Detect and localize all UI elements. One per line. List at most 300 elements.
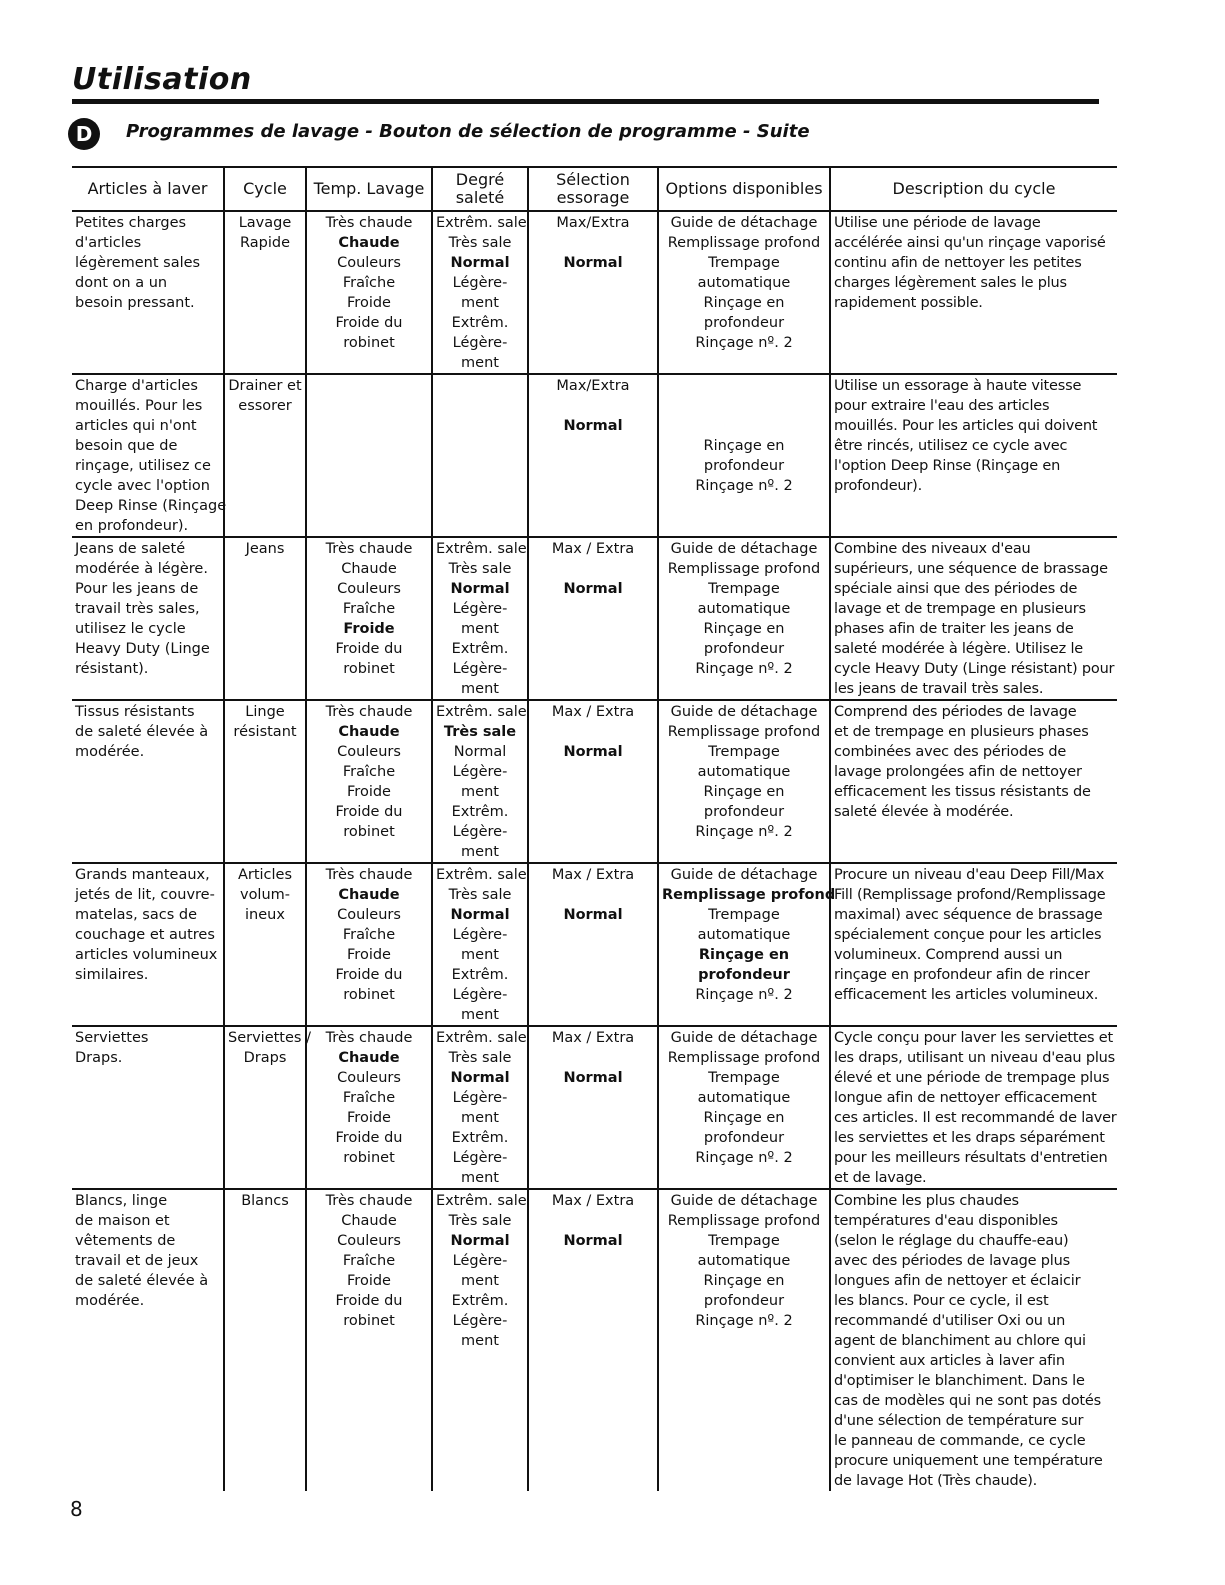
cell-soil (432, 374, 528, 537)
cell-options (658, 1189, 830, 1491)
cell-spin (528, 537, 658, 700)
page-number: 8 (70, 1497, 83, 1521)
cell-options-line: Trempage (708, 581, 780, 597)
cell-options-line: Rinçage en (703, 1110, 785, 1126)
cell-articles-line: travail très sales, (75, 601, 200, 617)
cell-spin-line: Max/Extra (556, 215, 630, 231)
cell-spin-line (532, 722, 654, 742)
cell-description-line: d'optimiser le blanchiment. Dans le (834, 1373, 1085, 1389)
cell-cycle (224, 374, 306, 537)
cell-articles-line: de maison et (75, 1213, 170, 1229)
cell-options-line: Rinçage en (703, 295, 785, 311)
cell-soil-line: ment (461, 1273, 499, 1289)
cell-cycle-line: résistant (233, 724, 297, 740)
cell-cycle-line: Linge (245, 704, 285, 720)
cell-options-line: Remplissage profond (667, 1213, 821, 1229)
cell-articles-line: articles qui n'ont (75, 418, 197, 434)
cell-temp-line: Chaude (338, 887, 400, 903)
cell-options-line: Trempage (708, 1233, 780, 1249)
cell-description-line: Cycle conçu pour laver les serviettes et (834, 1030, 1114, 1046)
cell-soil-line: Normal (450, 255, 510, 271)
cell-soil-line: Extrêm. (451, 1293, 509, 1309)
cell-options-line: automatique (697, 1253, 791, 1269)
cell-temp-line: robinet (343, 987, 395, 1003)
cell-temp-line: Fraîche (342, 601, 396, 617)
cell-options-line: profondeur (703, 1293, 785, 1309)
cell-soil-line: Légère- (452, 335, 508, 351)
cell-soil-line: Légère- (452, 764, 508, 780)
cell-soil-line: Légère- (452, 601, 508, 617)
cell-options-line: Remplissage profond (667, 724, 821, 740)
cell-soil-line: Extrêm. (451, 641, 509, 657)
cell-articles-line: couchage et autres (75, 927, 215, 943)
cell-options-line: Guide de détachage (670, 704, 818, 720)
section-badge: D (68, 118, 100, 150)
cell-options-line: automatique (697, 927, 791, 943)
cell-spin (528, 1189, 658, 1491)
cell-temp-line: Froide du (335, 641, 403, 657)
table-row (72, 700, 1117, 863)
cell-description-line: les jeans de travail très sales. (834, 681, 1044, 697)
cell-temp-line: Fraîche (342, 927, 396, 943)
cell-soil-line: Légère- (452, 987, 508, 1003)
cell-description-line: saleté modérée à légère. Utilisez le (834, 641, 1083, 657)
cell-description (830, 700, 1117, 863)
cell-temp-line: robinet (343, 1150, 395, 1166)
cell-articles-line: Deep Rinse (Rinçage (75, 498, 227, 514)
cell-soil-line: Extrêm. sale (436, 1030, 527, 1046)
cell-articles-line: vêtements de (75, 1233, 176, 1249)
cell-description-line: continu afin de nettoyer les petites (834, 255, 1082, 271)
cell-options-line (662, 396, 826, 416)
header-soil: Degré saleté (432, 167, 528, 211)
cell-cycle (224, 700, 306, 863)
cell-spin-line: Max / Extra (551, 541, 635, 557)
cell-spin-line (532, 233, 654, 253)
cell-description-line: charges légèrement sales le plus (834, 275, 1067, 291)
cell-spin (528, 1026, 658, 1189)
cell-spin-line: Normal (563, 1233, 623, 1249)
cell-temp-line: Couleurs (337, 907, 401, 923)
cell-description (830, 1026, 1117, 1189)
cell-options-line: Remplissage profond (667, 235, 821, 251)
cell-articles-line: matelas, sacs de (75, 907, 198, 923)
header-spin: Sélection essorage (528, 167, 658, 211)
cell-temp-line: Chaude (341, 1213, 397, 1229)
cell-temp-line: Très chaude (325, 704, 413, 720)
cell-articles-line: Petites charges (75, 215, 187, 231)
cell-temp-line: Froide (347, 947, 391, 963)
table-row (72, 863, 1117, 1026)
cell-spin-line: Max / Extra (551, 867, 635, 883)
cell-cycle-line: Draps (243, 1050, 287, 1066)
cell-description-line: (selon le réglage du chauffe-eau) (834, 1233, 1069, 1249)
cell-options-line: Trempage (708, 744, 780, 760)
cell-articles (72, 211, 224, 374)
cell-soil-line: Extrêm. sale (436, 215, 527, 231)
cell-description-line: températures d'eau disponibles (834, 1213, 1058, 1229)
cell-articles-line: jetés de lit, couvre- (75, 887, 215, 903)
cell-soil-line: ment (461, 1110, 499, 1126)
cell-soil-line: Extrêm. (451, 1130, 509, 1146)
cell-articles-line: Draps. (75, 1050, 123, 1066)
cell-spin-line: Max / Extra (551, 1193, 635, 1209)
table-row (72, 1189, 1117, 1491)
cell-temp-line: Froide (347, 1110, 391, 1126)
cell-spin-line: Normal (563, 255, 623, 271)
cell-options-line: Trempage (708, 1070, 780, 1086)
cell-temp-line: Très chaude (325, 541, 413, 557)
cell-temp-line: Très chaude (325, 215, 413, 231)
cell-options-line (662, 416, 826, 436)
cell-description-line: convient aux articles à laver afin (834, 1353, 1065, 1369)
cell-temp-line: Chaude (338, 724, 400, 740)
cell-cycle-line: volum- (239, 887, 291, 903)
cell-soil (432, 211, 528, 374)
cell-temp-line: robinet (343, 335, 395, 351)
cell-description-line: d'une sélection de température sur (834, 1413, 1084, 1429)
cell-soil-line: Extrêm. (451, 315, 509, 331)
cell-temp-line: Fraîche (342, 764, 396, 780)
table-body (72, 211, 1117, 1491)
cell-description-line: profondeur). (834, 478, 923, 494)
cell-soil-line: ment (461, 947, 499, 963)
cell-spin-line: Normal (563, 907, 623, 923)
cell-soil-line: Très sale (448, 1050, 512, 1066)
cell-articles (72, 1026, 224, 1189)
cell-spin (528, 700, 658, 863)
cell-description-line: pour extraire l'eau des articles (834, 398, 1050, 414)
cell-soil-line: ment (461, 621, 499, 637)
cell-description-line: le panneau de commande, ce cycle (834, 1433, 1086, 1449)
cell-description-line: Procure un niveau d'eau Deep Fill/Max (834, 867, 1105, 883)
cell-soil-line: ment (461, 1007, 499, 1023)
cell-soil-line: Très sale (448, 235, 512, 251)
cell-articles-line: similaires. (75, 967, 149, 983)
cell-options-line: Rinçage en (703, 621, 785, 637)
cell-options-line: Rinçage nº. 2 (695, 661, 793, 677)
cell-soil-line: ment (461, 784, 499, 800)
cell-soil-line: Légère- (452, 1150, 508, 1166)
cell-temp-line: Fraîche (342, 1090, 396, 1106)
cell-description-line: saleté élevée à modérée. (834, 804, 1014, 820)
cell-spin-line (532, 885, 654, 905)
cell-options-line: Guide de détachage (670, 541, 818, 557)
cell-temp-line: Froide du (335, 967, 403, 983)
cell-description (830, 863, 1117, 1026)
cell-temp (306, 374, 432, 537)
wash-cycles-table (72, 166, 1117, 1491)
cell-description-line: être rincés, utilisez ce cycle avec (834, 438, 1068, 454)
cell-description-line: rinçage en profondeur afin de rincer (834, 967, 1090, 983)
cell-articles-line: rinçage, utilisez ce (75, 458, 211, 474)
cell-articles-line: modérée à légère. (75, 561, 208, 577)
cell-options-line: profondeur (703, 458, 785, 474)
cell-soil-line: ment (461, 844, 499, 860)
table-row (72, 374, 1117, 537)
cell-description-line: longue afin de nettoyer efficacement (834, 1090, 1097, 1106)
cell-articles-line: légèrement sales (75, 255, 201, 271)
cell-description-line: et de trempage en plusieurs phases (834, 724, 1089, 740)
cell-soil-line: ment (461, 681, 499, 697)
cell-temp (306, 863, 432, 1026)
cell-articles-line: besoin pressant. (75, 295, 195, 311)
cell-soil-line: Légère- (452, 927, 508, 943)
cell-options-line: Rinçage nº. 2 (695, 1313, 793, 1329)
cell-options-line: Remplissage profond (662, 887, 836, 903)
cell-soil-line: Normal (450, 1070, 510, 1086)
table-header-row (72, 167, 1117, 211)
cell-temp-line: Fraîche (342, 1253, 396, 1269)
cell-description-line: l'option Deep Rinse (Rinçage en (834, 458, 1061, 474)
cell-spin-line (532, 559, 654, 579)
cell-options-line: Rinçage nº. 2 (695, 824, 793, 840)
cell-articles-line: besoin que de (75, 438, 178, 454)
cell-options-line: Rinçage nº. 2 (695, 1150, 793, 1166)
cell-description-line: Fill (Remplissage profond/Remplissage (834, 887, 1106, 903)
cell-description-line: les draps, utilisant un niveau d'eau plus (834, 1050, 1115, 1066)
cell-articles-line: travail et de jeux (75, 1253, 199, 1269)
cell-options-line: profondeur (698, 967, 790, 983)
cell-options-line: Guide de détachage (670, 215, 818, 231)
cell-temp-line: Chaude (338, 235, 400, 251)
cell-options-line: profondeur (703, 804, 785, 820)
cell-temp-line: robinet (343, 1313, 395, 1329)
cell-spin (528, 863, 658, 1026)
cell-description-line: maximal) avec séquence de brassage (834, 907, 1103, 923)
cell-spin-line: Normal (563, 581, 623, 597)
cell-description-line: phases afin de traiter les jeans de (834, 621, 1074, 637)
cell-spin-line: Normal (563, 418, 623, 434)
cell-cycle (224, 537, 306, 700)
cell-soil-line: Très sale (448, 1213, 512, 1229)
cell-soil-line: Légère- (452, 824, 508, 840)
cell-soil (432, 863, 528, 1026)
cell-articles-line: Tissus résistants (75, 704, 195, 720)
header-cycle: Cycle (224, 167, 306, 211)
cell-soil-line: Normal (450, 581, 510, 597)
header-description: Description du cycle (830, 167, 1117, 211)
cell-options-line: Guide de détachage (670, 1193, 818, 1209)
cell-spin-line: Max / Extra (551, 704, 635, 720)
cell-description-line: agent de blanchiment au chlore qui (834, 1333, 1086, 1349)
cell-options-line: Rinçage en (703, 1273, 785, 1289)
cell-temp (306, 537, 432, 700)
cell-articles-line: de saleté élevée à (75, 724, 209, 740)
cell-spin-line: Max/Extra (556, 378, 630, 394)
cell-temp-line: Très chaude (325, 1193, 413, 1209)
cell-spin-line: Normal (563, 744, 623, 760)
cell-cycle-line: essorer (238, 398, 292, 414)
cell-description-line: et de lavage. (834, 1170, 927, 1186)
cell-description-line: spéciale ainsi que des périodes de (834, 581, 1078, 597)
cell-temp-line: robinet (343, 661, 395, 677)
cell-cycle-line: Jeans (245, 541, 285, 557)
cell-articles-line: Grands manteaux, (75, 867, 210, 883)
cell-options-line: profondeur (703, 641, 785, 657)
cell-cycle-line: Serviettes / (228, 1030, 311, 1046)
cell-description-line: avec des périodes de lavage plus (834, 1253, 1070, 1269)
cell-articles-line: dont on a un (75, 275, 168, 291)
cell-description-line: cas de modèles qui ne sont pas dotés (834, 1393, 1101, 1409)
cell-description (830, 537, 1117, 700)
cell-cycle-line: Blancs (241, 1193, 289, 1209)
cell-soil-line: Légère- (452, 275, 508, 291)
cell-description-line: lavage et de trempage en plusieurs (834, 601, 1086, 617)
cell-temp-line: Froide du (335, 315, 403, 331)
cell-temp (306, 700, 432, 863)
cell-temp-line: Couleurs (337, 581, 401, 597)
cell-cycle (224, 1189, 306, 1491)
cell-temp-line: Couleurs (337, 1070, 401, 1086)
cell-cycle (224, 211, 306, 374)
cell-articles-line: de saleté élevée à (75, 1273, 209, 1289)
cell-description-line: élevé et une période de trempage plus (834, 1070, 1110, 1086)
cell-spin (528, 374, 658, 537)
cell-options-line: Trempage (708, 907, 780, 923)
cell-articles-line: Pour les jeans de (75, 581, 199, 597)
cell-soil (432, 700, 528, 863)
cell-spin-line: Normal (563, 1070, 623, 1086)
cell-description-line: les blancs. Pour ce cycle, il est (834, 1293, 1049, 1309)
cell-articles-line: Serviettes (75, 1030, 149, 1046)
cell-articles-line: articles volumineux (75, 947, 218, 963)
cell-temp-line: Fraîche (342, 275, 396, 291)
cell-cycle-line: Rapide (240, 235, 290, 251)
cell-options-line: automatique (697, 601, 791, 617)
cell-options-line: automatique (697, 275, 791, 291)
cell-spin-line: Max / Extra (551, 1030, 635, 1046)
header-temp: Temp. Lavage (306, 167, 432, 211)
cell-articles-line: modérée. (75, 1293, 145, 1309)
cell-description-line: Utilise une période de lavage (834, 215, 1041, 231)
cell-articles-line: mouillés. Pour les (75, 398, 203, 414)
cell-description-line: efficacement les tissus résistants de (834, 784, 1091, 800)
cell-soil-line: Normal (453, 744, 507, 760)
cell-articles (72, 374, 227, 537)
cell-cycle (224, 863, 306, 1026)
cell-options (658, 374, 830, 537)
cell-options (658, 537, 830, 700)
cell-options-line: Rinçage en (703, 784, 785, 800)
cell-description-line: Combine des niveaux d'eau (834, 541, 1031, 557)
cell-soil-line: Extrêm. sale (436, 1193, 527, 1209)
cell-options-line (662, 376, 826, 396)
cell-description-line: mouillés. Pour les articles qui doivent (834, 418, 1098, 434)
cell-articles (72, 537, 224, 700)
cell-description-line: lavage prolongées afin de nettoyer (834, 764, 1082, 780)
table-row (72, 537, 1117, 700)
cell-temp-line: Froide (347, 295, 391, 311)
header-options: Options disponibles (658, 167, 830, 211)
cell-soil-line: Normal (450, 907, 510, 923)
cell-cycle-line: Drainer et (228, 378, 302, 394)
cell-description (830, 374, 1117, 537)
cell-soil-line: Légère- (452, 1253, 508, 1269)
cell-soil-line: Extrêm. sale (436, 704, 527, 720)
cell-cycle-line: ineux (245, 907, 285, 923)
cell-temp-line: Froide (347, 784, 391, 800)
cell-articles (72, 863, 224, 1026)
cell-options-line: automatique (697, 764, 791, 780)
cell-options (658, 211, 830, 374)
cell-options-line: Rinçage nº. 2 (695, 478, 793, 494)
cell-description-line: Combine les plus chaudes (834, 1193, 1019, 1209)
cell-soil-line: Extrêm. (451, 967, 509, 983)
cell-soil-line: Extrêm. sale (436, 541, 527, 557)
cell-options-line: Remplissage profond (667, 1050, 821, 1066)
cell-articles (72, 700, 224, 863)
cell-options-line: Rinçage nº. 2 (695, 335, 793, 351)
cell-description-line: les serviettes et les draps séparément (834, 1130, 1105, 1146)
cell-temp (306, 211, 432, 374)
cell-articles-line: résistant). (75, 661, 149, 677)
cell-temp-line: Couleurs (337, 744, 401, 760)
cell-temp-line: Très chaude (325, 867, 413, 883)
cell-soil-line: Extrêm. (451, 804, 509, 820)
cell-soil-line: ment (461, 355, 499, 371)
cell-soil-line: Très sale (448, 561, 512, 577)
cell-description-line: rapidement possible. (834, 295, 983, 311)
cell-options-line: Guide de détachage (670, 1030, 818, 1046)
cell-articles-line: cycle avec l'option (75, 478, 210, 494)
cell-temp-line: Très chaude (325, 1030, 413, 1046)
cell-options-line: profondeur (703, 315, 785, 331)
cell-soil-line: Extrêm. sale (436, 867, 527, 883)
cell-temp-line: robinet (343, 824, 395, 840)
cell-options-line: Trempage (708, 255, 780, 271)
cell-cycle (224, 1026, 311, 1189)
cell-soil (432, 537, 528, 700)
cell-temp-line: Froide du (335, 1130, 403, 1146)
cell-soil-line: ment (461, 1333, 499, 1349)
cell-description-line: accélérée ainsi qu'un rinçage vaporisé (834, 235, 1106, 251)
cell-cycle-line: Articles (237, 867, 293, 883)
cell-description-line: ces articles. Il est recommandé de laver (834, 1110, 1117, 1126)
table-row (72, 211, 1117, 374)
cell-options-line: Rinçage en (703, 438, 785, 454)
cell-temp (306, 1189, 432, 1491)
cell-description-line: Comprend des périodes de lavage (834, 704, 1077, 720)
table-row (72, 1026, 1117, 1189)
cell-description-line: pour les meilleurs résultats d'entretien (834, 1150, 1108, 1166)
cell-articles-line: Jeans de saleté (75, 541, 186, 557)
cell-articles-line: utilisez le cycle (75, 621, 186, 637)
cell-options-line: Rinçage en (698, 947, 790, 963)
cell-description-line: cycle Heavy Duty (Linge résistant) pour (834, 661, 1115, 677)
cell-description (830, 1189, 1117, 1491)
cell-soil-line: Très sale (448, 887, 512, 903)
title-rule (72, 99, 1099, 104)
cell-temp-line: Couleurs (337, 255, 401, 271)
cell-description-line: volumineux. Comprend aussi un (834, 947, 1063, 963)
cell-soil-line: Normal (450, 1233, 510, 1249)
cell-soil-line: Légère- (452, 661, 508, 677)
section-title: Programmes de lavage - Bouton de sélection de programme - Suite (126, 121, 810, 142)
cell-soil (432, 1189, 528, 1491)
cell-options (658, 1026, 830, 1189)
cell-articles-line: d'articles (75, 235, 142, 251)
cell-articles-line: Charge d'articles (75, 378, 198, 394)
cell-options (658, 700, 830, 863)
cell-description-line: spécialement conçue pour les articles (834, 927, 1102, 943)
cell-articles-line: Heavy Duty (Linge (75, 641, 210, 657)
cell-description-line: Utilise un essorage à haute vitesse (834, 378, 1082, 394)
cell-temp-line: Froide (343, 621, 395, 637)
cell-description-line: de lavage Hot (Très chaude). (834, 1473, 1038, 1489)
cell-spin (528, 211, 658, 374)
cell-temp-line: Froide du (335, 1293, 403, 1309)
